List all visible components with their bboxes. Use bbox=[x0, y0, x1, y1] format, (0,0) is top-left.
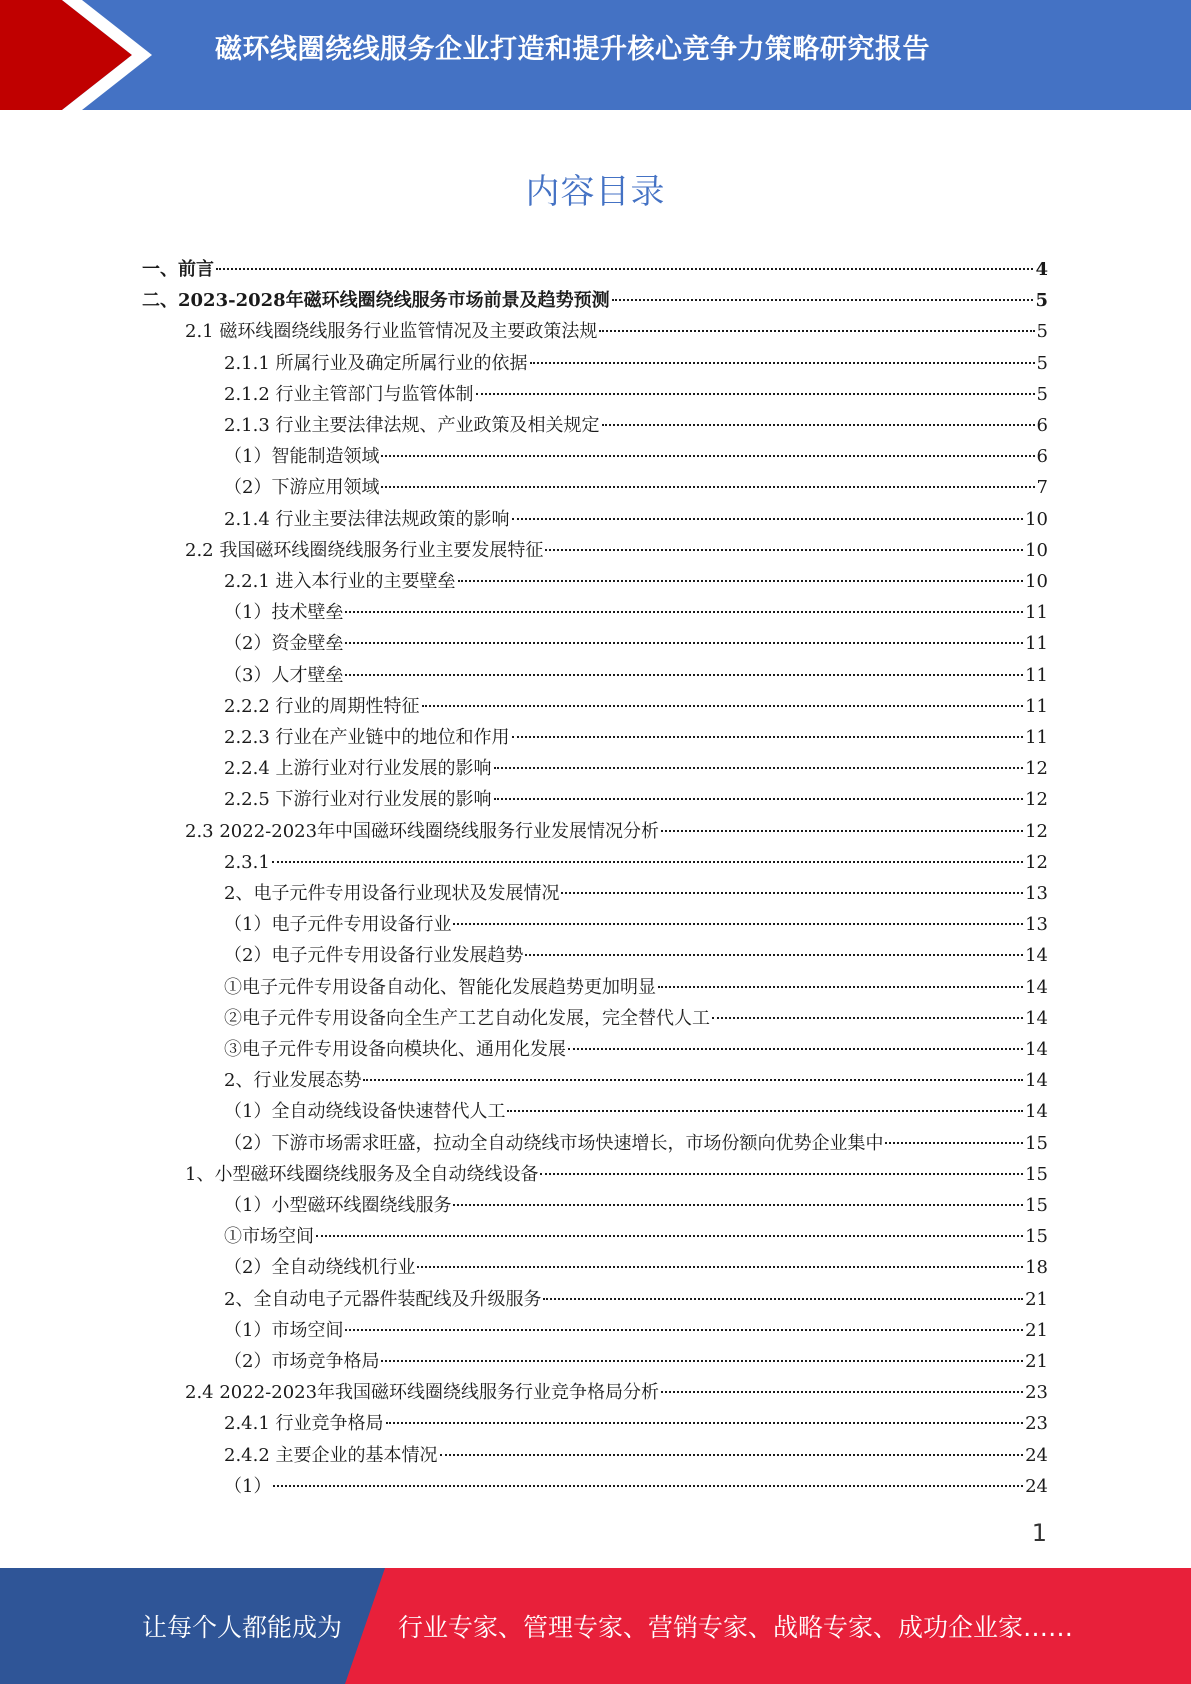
toc-entry-page: 10 bbox=[1025, 508, 1048, 530]
toc-entry-text: （2）电子元件专用设备行业发展趋势 bbox=[224, 945, 524, 967]
toc-entry[interactable] bbox=[224, 660, 1048, 691]
toc-entry-page: 12 bbox=[1025, 758, 1048, 780]
toc-entry[interactable] bbox=[224, 1346, 1048, 1377]
toc-dot-leader bbox=[599, 330, 1034, 332]
toc-dot-leader bbox=[530, 362, 1035, 364]
toc-entry-page: 15 bbox=[1025, 1195, 1048, 1216]
toc-dot-leader bbox=[345, 1329, 1023, 1331]
toc-dot-leader bbox=[712, 1017, 1023, 1019]
toc-dot-leader bbox=[885, 1142, 1023, 1144]
toc-dot-leader bbox=[440, 1454, 1024, 1456]
toc-entry[interactable] bbox=[224, 379, 1048, 410]
toc-dot-leader bbox=[476, 393, 1035, 395]
toc-entry[interactable] bbox=[224, 504, 1048, 535]
toc-entry-page: 15 bbox=[1025, 1132, 1048, 1154]
toc-entry-text: （3）人才壁垒 bbox=[224, 664, 344, 686]
toc-dot-leader bbox=[381, 455, 1034, 457]
toc-entry[interactable] bbox=[224, 472, 1048, 503]
toc-entry-text: （1） bbox=[224, 1475, 272, 1497]
toc-entry-text: 2.4.1 行业竞争格局 bbox=[224, 1413, 384, 1435]
toc-entry-text: 2.2 我国磁环线圈绕线服务行业主要发展特征 bbox=[185, 539, 544, 561]
toc-entry-text: （1）技术壁垒 bbox=[224, 602, 344, 624]
toc-entry-page: 13 bbox=[1025, 883, 1048, 904]
toc-dot-leader bbox=[494, 767, 1024, 769]
toc-entry-page: 12 bbox=[1025, 789, 1048, 811]
toc-entry-text: （1）小型磁环线圈绕线服务 bbox=[224, 1195, 452, 1216]
toc-entry-page: 15 bbox=[1025, 1226, 1048, 1248]
toc-entry-page: 7 bbox=[1036, 477, 1048, 499]
toc-entry[interactable] bbox=[224, 441, 1048, 472]
toc-entry-text: 1、小型磁环线圈绕线服务及全自动绕线设备 bbox=[185, 1163, 539, 1185]
toc-entry[interactable] bbox=[224, 566, 1048, 597]
toc-entry-text: 2、电子元件专用设备行业现状及发展情况 bbox=[224, 883, 560, 904]
toc-entry-text: （2）下游应用领域 bbox=[224, 477, 380, 499]
toc-entry-text: 2.2.2 行业的周期性特征 bbox=[224, 695, 420, 717]
toc-entry-text: ①市场空间 bbox=[224, 1226, 314, 1248]
toc-entry-page: 14 bbox=[1025, 1007, 1048, 1029]
toc-dot-leader bbox=[602, 424, 1035, 426]
toc-entry-text: 2、全自动电子元器件装配线及升级服务 bbox=[224, 1288, 542, 1310]
toc-entry[interactable] bbox=[224, 1128, 1048, 1159]
page-number: 1 bbox=[1031, 1519, 1047, 1547]
toc-entry[interactable] bbox=[224, 1408, 1048, 1439]
toc-entry[interactable] bbox=[224, 753, 1048, 784]
toc-entry[interactable] bbox=[185, 1159, 1048, 1190]
toc-entry[interactable] bbox=[185, 1377, 1048, 1408]
toc-entry-text: （2）资金壁垒 bbox=[224, 633, 344, 655]
toc-dot-leader bbox=[561, 892, 1023, 894]
toc-entry[interactable] bbox=[224, 1252, 1048, 1283]
toc-entry[interactable] bbox=[142, 285, 1048, 316]
toc-entry-page: 21 bbox=[1025, 1319, 1048, 1341]
toc-dot-leader bbox=[345, 642, 1023, 644]
toc-dot-leader bbox=[345, 611, 1023, 613]
toc-dot-leader bbox=[494, 798, 1024, 800]
toc-entry-text: 2.4 2022-2023年我国磁环线圈绕线服务行业竞争格局分析 bbox=[185, 1382, 660, 1404]
toc-entry-text: 2.1.4 行业主要法律法规政策的影响 bbox=[224, 508, 510, 530]
toc-entry-text: 2.3.1 bbox=[224, 851, 270, 873]
toc-entry-page: 14 bbox=[1025, 976, 1048, 998]
toc-entry-text: （2）市场竞争格局 bbox=[224, 1351, 380, 1372]
toc-entry-page: 15 bbox=[1025, 1163, 1048, 1185]
toc-entry[interactable] bbox=[224, 1284, 1048, 1315]
toc-entry-page: 24 bbox=[1025, 1475, 1048, 1497]
toc-entry-text: 一、前言 bbox=[142, 259, 214, 280]
toc-dot-leader bbox=[507, 1110, 1023, 1112]
toc-entry-page: 23 bbox=[1025, 1382, 1048, 1404]
toc-dot-leader bbox=[540, 1173, 1023, 1175]
toc-entry-page: 21 bbox=[1025, 1288, 1048, 1310]
toc-entry-page: 12 bbox=[1025, 851, 1048, 873]
toc-dot-leader bbox=[422, 705, 1024, 707]
toc-dot-leader bbox=[525, 954, 1023, 956]
toc-dot-leader bbox=[363, 1079, 1023, 1081]
toc-entry[interactable] bbox=[224, 1221, 1048, 1252]
toc-dot-leader bbox=[417, 1266, 1023, 1268]
toc-entry[interactable] bbox=[224, 691, 1048, 722]
toc-entry-page: 14 bbox=[1025, 1101, 1048, 1123]
toc-entry[interactable] bbox=[142, 254, 1048, 285]
toc-entry-text: （1）电子元件专用设备行业 bbox=[224, 914, 452, 936]
toc-dot-leader bbox=[272, 861, 1023, 863]
toc-entry-text: ③电子元件专用设备向模块化、通用化发展 bbox=[224, 1039, 566, 1060]
toc-entry-page: 6 bbox=[1036, 446, 1048, 468]
toc-dot-leader bbox=[568, 1048, 1023, 1050]
toc-dot-leader bbox=[543, 1298, 1023, 1300]
toc-entry[interactable] bbox=[224, 1190, 1048, 1221]
toc-entry[interactable] bbox=[224, 909, 1048, 940]
toc-dot-leader bbox=[453, 923, 1023, 925]
page-footer bbox=[0, 1568, 1191, 1684]
toc-entry-page: 10 bbox=[1025, 539, 1048, 561]
toc-dot-leader bbox=[316, 1235, 1023, 1237]
toc-entry[interactable] bbox=[185, 316, 1048, 347]
toc-entry-text: ②电子元件专用设备向全生产工艺自动化发展，完全替代人工 bbox=[224, 1007, 710, 1029]
toc-entry-page: 11 bbox=[1025, 727, 1048, 748]
toc-dot-leader bbox=[612, 299, 1034, 301]
toc-entry[interactable] bbox=[224, 628, 1048, 659]
toc-dot-leader bbox=[458, 580, 1024, 582]
toc-entry[interactable] bbox=[224, 972, 1048, 1003]
toc-entry[interactable] bbox=[224, 878, 1048, 909]
toc-entry[interactable] bbox=[224, 1096, 1048, 1127]
toc-entry[interactable] bbox=[224, 1440, 1048, 1471]
toc-entry-text: 2.2.3 行业在产业链中的地位和作用 bbox=[224, 727, 510, 748]
toc-entry-page: 13 bbox=[1025, 914, 1048, 936]
toc-entry-text: 2.4.2 主要企业的基本情况 bbox=[224, 1444, 438, 1466]
toc-entry-text: 二、2023-2028年磁环线圈绕线服务市场前景及趋势预测 bbox=[142, 290, 610, 312]
toc-entry-page: 5 bbox=[1036, 321, 1048, 343]
page-header bbox=[0, 0, 1191, 110]
toc-dot-leader bbox=[661, 1391, 1023, 1393]
toc-entry-page: 14 bbox=[1025, 1070, 1048, 1092]
toc-dot-leader bbox=[512, 518, 1024, 520]
toc-entry-page: 6 bbox=[1036, 415, 1048, 436]
toc-entry[interactable] bbox=[224, 410, 1048, 441]
toc-entry[interactable] bbox=[224, 784, 1048, 815]
toc-entry-text: 2.1.1 所属行业及确定所属行业的依据 bbox=[224, 352, 528, 374]
toc-entry-page: 11 bbox=[1025, 664, 1048, 686]
toc-entry-page: 18 bbox=[1025, 1257, 1048, 1279]
toc-dot-leader bbox=[273, 1485, 1023, 1487]
toc-entry[interactable] bbox=[224, 1065, 1048, 1096]
toc-entry-text: （2）下游市场需求旺盛，拉动全自动绕线市场快速增长，市场份额向优势企业集中 bbox=[224, 1132, 884, 1154]
toc-dot-leader bbox=[386, 1422, 1024, 1424]
toc-dot-leader bbox=[453, 1204, 1023, 1206]
toc-dot-leader bbox=[216, 268, 1033, 270]
toc-entry-page: 14 bbox=[1025, 1039, 1048, 1060]
toc-entry[interactable] bbox=[224, 722, 1048, 753]
toc-entry-page: 5 bbox=[1035, 290, 1048, 312]
toc-entry-text: 2.2.4 上游行业对行业发展的影响 bbox=[224, 758, 492, 780]
toc-entry-text: 2.1.3 行业主要法律法规、产业政策及相关规定 bbox=[224, 415, 600, 436]
toc-dot-leader bbox=[345, 674, 1023, 676]
toc-dot-leader bbox=[381, 1360, 1023, 1362]
toc-entry-page: 21 bbox=[1025, 1351, 1048, 1372]
header-arrow-decoration bbox=[0, 0, 160, 110]
toc-entry-page: 23 bbox=[1025, 1413, 1048, 1435]
toc-entry-text: 2、行业发展态势 bbox=[224, 1070, 362, 1092]
toc-entry-page: 24 bbox=[1025, 1444, 1048, 1466]
toc-entry-text: （1）市场空间 bbox=[224, 1319, 344, 1341]
toc-entry[interactable] bbox=[185, 816, 1048, 847]
toc-entry[interactable] bbox=[224, 940, 1048, 971]
toc-entry-page: 11 bbox=[1025, 602, 1048, 624]
toc-entry-text: （2）全自动绕线机行业 bbox=[224, 1257, 416, 1279]
toc-entry-page: 5 bbox=[1036, 352, 1048, 374]
report-title: 磁环线圈绕线服务企业打造和提升核心竞争力策略研究报告 bbox=[215, 34, 930, 65]
toc-entry[interactable] bbox=[224, 1034, 1048, 1065]
toc-dot-leader bbox=[661, 830, 1023, 832]
toc-entry[interactable] bbox=[224, 1471, 1048, 1502]
toc-entry-text: （1）全自动绕线设备快速替代人工 bbox=[224, 1101, 506, 1123]
footer-slogan-right: 行业专家、管理专家、营销专家、战略专家、成功企业家…… bbox=[398, 1613, 1074, 1642]
toc-entry-page: 12 bbox=[1025, 820, 1048, 842]
toc-entry[interactable] bbox=[224, 597, 1048, 628]
toc-entry-page: 14 bbox=[1025, 945, 1048, 967]
toc-dot-leader bbox=[545, 549, 1023, 551]
toc-entry-text: ①电子元件专用设备自动化、智能化发展趋势更加明显 bbox=[224, 976, 656, 998]
toc-entry[interactable] bbox=[185, 535, 1048, 566]
toc-entry-text: （1）智能制造领域 bbox=[224, 446, 380, 468]
toc-entry[interactable] bbox=[224, 1003, 1048, 1034]
toc-dot-leader bbox=[381, 486, 1034, 488]
toc-dot-leader bbox=[512, 736, 1024, 738]
toc-entry-text: 2.1.2 行业主管部门与监管体制 bbox=[224, 383, 474, 405]
toc-entry-text: 2.2.5 下游行业对行业发展的影响 bbox=[224, 789, 492, 811]
toc-entry-text: 2.2.1 进入本行业的主要壁垒 bbox=[224, 571, 456, 592]
toc-entry-page: 5 bbox=[1036, 383, 1048, 405]
toc-entry-text: 2.3 2022-2023年中国磁环线圈绕线服务行业发展情况分析 bbox=[185, 820, 660, 842]
toc-dot-leader bbox=[658, 986, 1023, 988]
footer-slogan-left: 让每个人都能成为 bbox=[142, 1613, 343, 1642]
toc-entry-page: 4 bbox=[1035, 259, 1048, 280]
toc-entry-page: 11 bbox=[1025, 633, 1048, 655]
toc-entry[interactable] bbox=[224, 348, 1048, 379]
toc-heading: 内容目录 bbox=[525, 172, 666, 212]
header-red-block bbox=[0, 0, 132, 110]
toc-entry-text: 2.1 磁环线圈绕线服务行业监管情况及主要政策法规 bbox=[185, 321, 598, 343]
toc-entry-page: 11 bbox=[1025, 695, 1048, 717]
toc-entry-page: 10 bbox=[1025, 571, 1048, 592]
toc-entry[interactable] bbox=[224, 847, 1048, 878]
toc-entry[interactable] bbox=[224, 1315, 1048, 1346]
